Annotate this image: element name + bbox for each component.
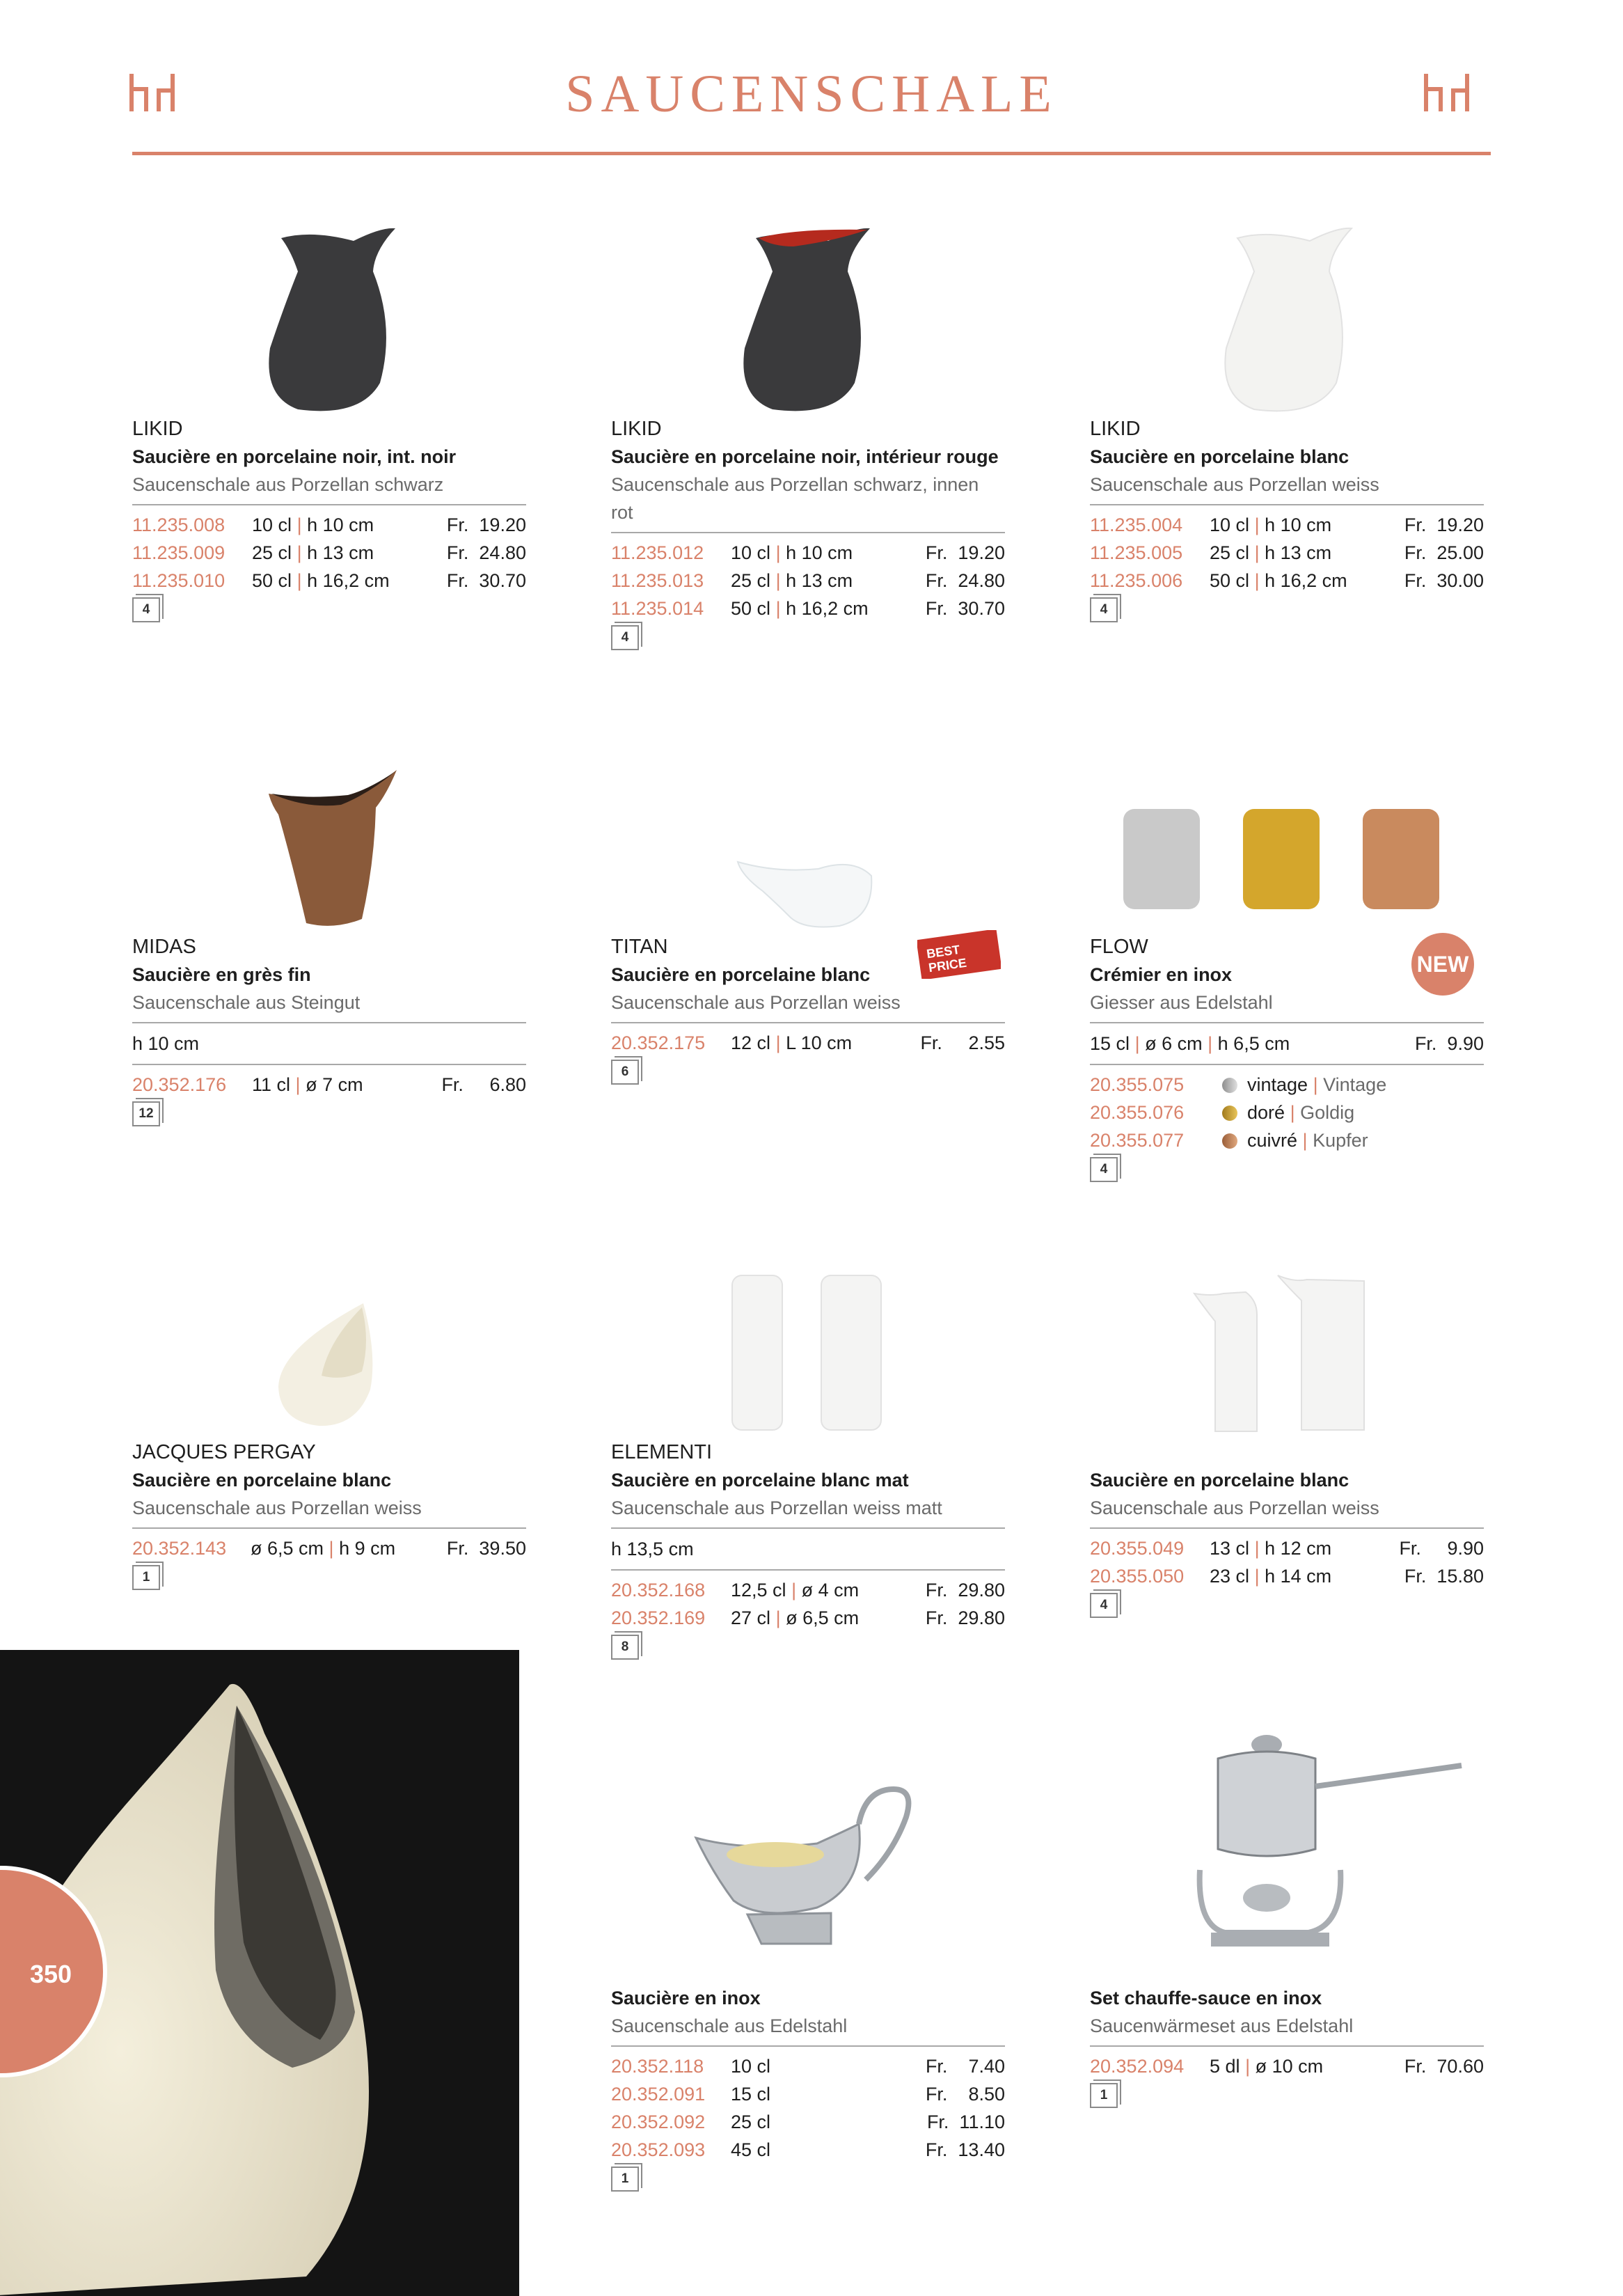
price: Fr. 29.80 bbox=[925, 1607, 1005, 1628]
volume: 50 cl bbox=[252, 570, 292, 591]
volume: 15 cl bbox=[1090, 1033, 1130, 1054]
sauce-warmer-set-image bbox=[1183, 1731, 1468, 1953]
volume: 10 cl bbox=[731, 2056, 771, 2077]
volume: 45 cl bbox=[731, 2139, 771, 2160]
dimension: ø 7 cm bbox=[306, 1074, 363, 1095]
price: Fr. 39.50 bbox=[446, 1538, 526, 1559]
volume: 10 cl bbox=[731, 542, 771, 563]
variant-de: Goldig bbox=[1300, 1102, 1355, 1123]
product-title-fr: Set chauffe-sauce en inox bbox=[1090, 1988, 1322, 2008]
price: Fr. 19.20 bbox=[446, 514, 526, 535]
product-title-fr: Saucière en porcelaine blanc bbox=[611, 964, 871, 985]
dimension: ø 6,5 cm bbox=[786, 1607, 860, 1628]
price: Fr. 7.40 bbox=[925, 2056, 1005, 2077]
product-name: MIDAS bbox=[132, 936, 196, 958]
product-title-de: Saucenschale aus Porzellan weiss bbox=[1090, 474, 1379, 495]
dimension: h 16,2 cm bbox=[786, 598, 869, 619]
article-code: 11.235.009 bbox=[132, 542, 225, 563]
volume: 50 cl bbox=[1210, 570, 1250, 591]
product-title-de: Saucenschale aus Porzellan weiss bbox=[1090, 1497, 1379, 1518]
dimension: h 9 cm bbox=[339, 1538, 396, 1559]
article-code: 20.352.168 bbox=[611, 1580, 706, 1601]
price-row: 20.355.049 13 cl | h 12 cm Fr. 9.90 bbox=[1090, 1534, 1484, 1562]
price: Fr. 24.80 bbox=[446, 542, 526, 563]
volume: 25 cl bbox=[1210, 542, 1250, 563]
price-row: 11.235.010 50 cl | h 16,2 cm Fr. 30.70 bbox=[132, 567, 526, 595]
variant-fr: doré bbox=[1247, 1102, 1285, 1123]
price: Fr. 13.40 bbox=[925, 2139, 1005, 2160]
product-title-de: Saucenschale aus Steingut bbox=[132, 992, 361, 1013]
product-title-de: Saucenschale aus Porzellan weiss bbox=[611, 992, 901, 1013]
dimension: h 13 cm bbox=[1265, 542, 1332, 563]
dimension: h 10 cm bbox=[786, 542, 853, 563]
dimension: L 10 cm bbox=[786, 1032, 853, 1053]
color-swatch-icon bbox=[1222, 1078, 1237, 1093]
price: Fr. 30.70 bbox=[925, 598, 1005, 619]
volume: 12 cl bbox=[731, 1032, 771, 1053]
price-row: 11.235.012 10 cl | h 10 cm Fr. 19.20 bbox=[611, 539, 1005, 567]
price-row: 20.352.169 27 cl | ø 6,5 cm Fr. 29.80 bbox=[611, 1604, 1005, 1632]
article-code: 20.355.050 bbox=[1090, 1566, 1185, 1587]
price: Fr. 70.60 bbox=[1404, 2056, 1484, 2077]
article-code: 20.352.143 bbox=[132, 1538, 227, 1559]
dimension: h 16,2 cm bbox=[1265, 570, 1347, 591]
price: Fr. 19.20 bbox=[925, 542, 1005, 563]
titan-sauce-boat-image bbox=[735, 848, 874, 931]
price-row: 20.352.168 12,5 cl | ø 4 cm Fr. 29.80 bbox=[611, 1576, 1005, 1604]
price: Fr. 6.80 bbox=[441, 1074, 526, 1095]
spec-line: 15 cl | ø 6 cm | h 6,5 cm Fr. 9.90 bbox=[1090, 1023, 1484, 1064]
page-number: 350 bbox=[29, 1960, 72, 1988]
page-title: SAUCENSCHALE bbox=[565, 65, 1058, 123]
article-code: 20.352.169 bbox=[611, 1607, 706, 1628]
pack-quantity-icon: 1 bbox=[1090, 2083, 1118, 2108]
price-row: 11.235.004 10 cl | h 10 cm Fr. 19.20 bbox=[1090, 511, 1484, 539]
volume: 10 cl bbox=[1210, 514, 1250, 535]
price-row: 11.235.006 50 cl | h 16,2 cm Fr. 30.00 bbox=[1090, 567, 1484, 595]
product-name: LIKID bbox=[1090, 418, 1141, 440]
volume: 12,5 cl bbox=[731, 1580, 786, 1601]
pack-quantity-icon: 4 bbox=[1090, 597, 1118, 622]
product-name: ELEMENTI bbox=[611, 1441, 713, 1463]
product-title-fr: Saucière en porcelaine blanc bbox=[1090, 446, 1349, 467]
height: h 6,5 cm bbox=[1217, 1033, 1290, 1054]
product-title-fr: Saucière en porcelaine blanc bbox=[1090, 1470, 1349, 1491]
price: Fr. 29.80 bbox=[925, 1580, 1005, 1601]
product-title-de: Saucenschale aus Porzellan weiss bbox=[132, 1497, 422, 1518]
product-title-fr: Saucière en porcelaine blanc bbox=[132, 1470, 392, 1491]
product-title-fr: Saucière en inox bbox=[611, 1988, 761, 2008]
pack-quantity-icon: 4 bbox=[1090, 1157, 1118, 1182]
volume: 25 cl bbox=[731, 570, 771, 591]
price: Fr. 8.50 bbox=[925, 2084, 1005, 2105]
elementi-cylinders-image bbox=[728, 1271, 888, 1434]
dimension: h 13 cm bbox=[307, 542, 374, 563]
article-code: 11.235.013 bbox=[611, 570, 704, 591]
article-code: 20.352.093 bbox=[611, 2139, 706, 2160]
variant-de: Kupfer bbox=[1313, 1130, 1368, 1151]
price-row: 11.235.008 10 cl | h 10 cm Fr. 19.20 bbox=[132, 511, 526, 539]
inox-sauce-boat-image bbox=[692, 1782, 915, 1956]
product-elementi bbox=[611, 1438, 1005, 1660]
header-divider bbox=[132, 152, 1491, 155]
product-title-fr: Saucière en porcelaine noir, intérieur rouge bbox=[611, 446, 999, 467]
pack-quantity-icon: 4 bbox=[611, 625, 639, 650]
price-row: 20.352.143 ø 6,5 cm | h 9 cm Fr. 39.50 bbox=[132, 1534, 526, 1562]
pack-quantity-icon: 8 bbox=[611, 1635, 639, 1660]
article-code: 11.235.014 bbox=[611, 598, 704, 619]
price-row: 11.235.009 25 cl | h 13 cm Fr. 24.80 bbox=[132, 539, 526, 567]
price: Fr. 9.90 bbox=[1399, 1538, 1484, 1559]
price-row: 11.235.014 50 cl | h 16,2 cm Fr. 30.70 bbox=[611, 595, 1005, 622]
volume: 15 cl bbox=[731, 2084, 771, 2105]
price: Fr. 2.55 bbox=[920, 1032, 1005, 1053]
price: Fr. 25.00 bbox=[1404, 542, 1484, 563]
article-code: 11.235.012 bbox=[611, 542, 704, 563]
dimension: ø 4 cm bbox=[801, 1580, 860, 1601]
product-likid-black bbox=[132, 415, 526, 622]
price-row: 20.352.176 11 cl | ø 7 cm Fr. 6.80 bbox=[132, 1071, 526, 1099]
pack-quantity-icon: 4 bbox=[1090, 1593, 1118, 1618]
article-code: 20.352.092 bbox=[611, 2112, 706, 2132]
product-sauce-warmer-set bbox=[1090, 1984, 1484, 2108]
price: Fr. 15.80 bbox=[1404, 1566, 1484, 1587]
product-name: LIKID bbox=[611, 418, 662, 440]
product-title-fr: Saucière en porcelaine noir, int. noir bbox=[132, 446, 457, 467]
price-row: 20.355.050 23 cl | h 14 cm Fr. 15.80 bbox=[1090, 1562, 1484, 1590]
pack-quantity-icon: 1 bbox=[611, 2167, 639, 2192]
pack-quantity-icon: 6 bbox=[611, 1060, 639, 1085]
product-title-de: Saucenwärmeset aus Edelstahl bbox=[1090, 2015, 1354, 2036]
volume: 13 cl bbox=[1210, 1538, 1250, 1559]
article-code: 20.355.049 bbox=[1090, 1538, 1185, 1559]
likid-red-jug-image bbox=[731, 223, 877, 418]
article-code: 20.355.077 bbox=[1090, 1130, 1185, 1151]
midas-jug-image bbox=[264, 766, 404, 933]
product-inox-sauce-boat bbox=[611, 1984, 1005, 2192]
price: Fr. 11.10 bbox=[926, 2112, 1005, 2132]
article-code: 11.235.006 bbox=[1090, 570, 1183, 591]
volume: 25 cl bbox=[252, 542, 292, 563]
price-row: 11.235.013 25 cl | h 13 cm Fr. 24.80 bbox=[611, 567, 1005, 595]
article-code: 20.355.076 bbox=[1090, 1102, 1185, 1123]
article-code: 20.352.176 bbox=[132, 1074, 227, 1095]
product-title-de: Saucenschale aus Porzellan schwarz bbox=[132, 474, 444, 495]
price: Fr. 19.20 bbox=[1404, 514, 1484, 535]
dimension: h 10 cm bbox=[1265, 514, 1332, 535]
product-name: FLOW bbox=[1090, 936, 1148, 958]
product-title-fr: Saucière en grès fin bbox=[132, 964, 311, 985]
likid-white-jug-image bbox=[1212, 223, 1359, 418]
price-row bbox=[611, 2136, 1005, 2164]
product-title-de: Saucenschale aus Porzellan schwarz, innen rot bbox=[611, 474, 979, 523]
dimension: h 13 cm bbox=[786, 570, 853, 591]
article-code: 20.352.118 bbox=[611, 2056, 704, 2077]
best-price-text: PRICE bbox=[927, 955, 968, 975]
new-badge: NEW bbox=[1411, 933, 1474, 996]
jacques-pergay-drop-image bbox=[273, 1299, 377, 1431]
dimension: h 14 cm bbox=[1265, 1566, 1332, 1587]
product-titan bbox=[611, 933, 1005, 1085]
spec-line: h 10 cm bbox=[132, 1033, 200, 1054]
likid-black-jug-image bbox=[256, 223, 402, 418]
volume: 5 dl bbox=[1210, 2056, 1240, 2077]
volume: 23 cl bbox=[1210, 1566, 1250, 1587]
volume: 27 cl bbox=[731, 1607, 771, 1628]
pack-quantity-icon: 4 bbox=[132, 597, 160, 622]
article-code: 11.235.010 bbox=[132, 570, 225, 591]
price-row bbox=[611, 2108, 1005, 2136]
color-swatch-icon bbox=[1222, 1106, 1237, 1121]
product-name: JACQUES PERGAY bbox=[132, 1441, 316, 1463]
product-midas bbox=[132, 933, 526, 1126]
flow-creamers-image bbox=[1118, 802, 1452, 913]
variant-fr: cuivré bbox=[1247, 1130, 1298, 1151]
article-code: 20.352.175 bbox=[611, 1032, 706, 1053]
product-name: LIKID bbox=[132, 418, 183, 440]
variant-de: Vintage bbox=[1323, 1074, 1387, 1095]
price-row: 11.235.005 25 cl | h 13 cm Fr. 25.00 bbox=[1090, 539, 1484, 567]
product-title-fr: Crémier en inox bbox=[1090, 964, 1233, 985]
price: Fr. 24.80 bbox=[925, 570, 1005, 591]
color-swatch-icon bbox=[1222, 1133, 1237, 1149]
price-row: 20.352.094 5 dl | ø 10 cm Fr. 70.60 bbox=[1090, 2052, 1484, 2080]
product-title-fr: Saucière en porcelaine blanc mat bbox=[611, 1470, 909, 1491]
volume: 10 cl bbox=[252, 514, 292, 535]
price: Fr. 30.70 bbox=[446, 570, 526, 591]
dimension: h 16,2 cm bbox=[307, 570, 390, 591]
article-code: 20.352.091 bbox=[611, 2084, 706, 2105]
price-row: 20.352.175 12 cl | L 10 cm Fr. 2.55 bbox=[611, 1029, 1005, 1057]
volume: 25 cl bbox=[731, 2112, 771, 2132]
variant-fr: vintage bbox=[1247, 1074, 1308, 1095]
product-likid-red bbox=[611, 415, 1005, 650]
product-name: TITAN bbox=[611, 936, 668, 958]
article-code: 20.352.094 bbox=[1090, 2056, 1185, 2077]
pack-quantity-icon: 12 bbox=[132, 1101, 160, 1126]
variant-row: 20.355.077 cuivré | Kupfer bbox=[1090, 1126, 1484, 1154]
price: Fr. 30.00 bbox=[1404, 570, 1484, 591]
best-price-text: BEST bbox=[926, 942, 961, 961]
volume: 11 cl bbox=[252, 1074, 291, 1095]
price-row bbox=[611, 2080, 1005, 2108]
dimension: h 12 cm bbox=[1265, 1538, 1332, 1559]
product-jacques-pergay bbox=[132, 1438, 526, 1590]
article-code: 11.235.005 bbox=[1090, 542, 1183, 563]
article-code: 11.235.008 bbox=[132, 514, 225, 535]
pack-quantity-icon: 1 bbox=[132, 1565, 160, 1590]
product-flow bbox=[1090, 933, 1484, 1182]
dimension: h 10 cm bbox=[307, 514, 374, 535]
dimension: ø 10 cm bbox=[1255, 2056, 1324, 2077]
product-title-de: Giesser aus Edelstahl bbox=[1090, 992, 1273, 1013]
product-title-de: Saucenschale aus Porzellan weiss matt bbox=[611, 1497, 942, 1518]
price-row bbox=[611, 2052, 1005, 2080]
variant-row: 20.355.076 doré | Goldig bbox=[1090, 1099, 1484, 1126]
price: Fr. 9.90 bbox=[1414, 1033, 1484, 1054]
product-title-de: Saucenschale aus Edelstahl bbox=[611, 2015, 848, 2036]
hd-logo-icon bbox=[1423, 72, 1478, 113]
variant-row: 20.355.075 vintage | Vintage bbox=[1090, 1071, 1484, 1099]
volume: 50 cl bbox=[731, 598, 771, 619]
porcelain-jugs-image bbox=[1190, 1273, 1371, 1436]
diameter: ø 6 cm bbox=[1145, 1033, 1203, 1054]
product-likid-white bbox=[1090, 415, 1484, 622]
spec-line: h 13,5 cm bbox=[611, 1539, 694, 1559]
diameter: ø 6,5 cm bbox=[251, 1538, 324, 1559]
article-code: 11.235.004 bbox=[1090, 514, 1183, 535]
article-code: 20.355.075 bbox=[1090, 1074, 1185, 1095]
product-porcelain-jugs bbox=[1090, 1466, 1484, 1618]
